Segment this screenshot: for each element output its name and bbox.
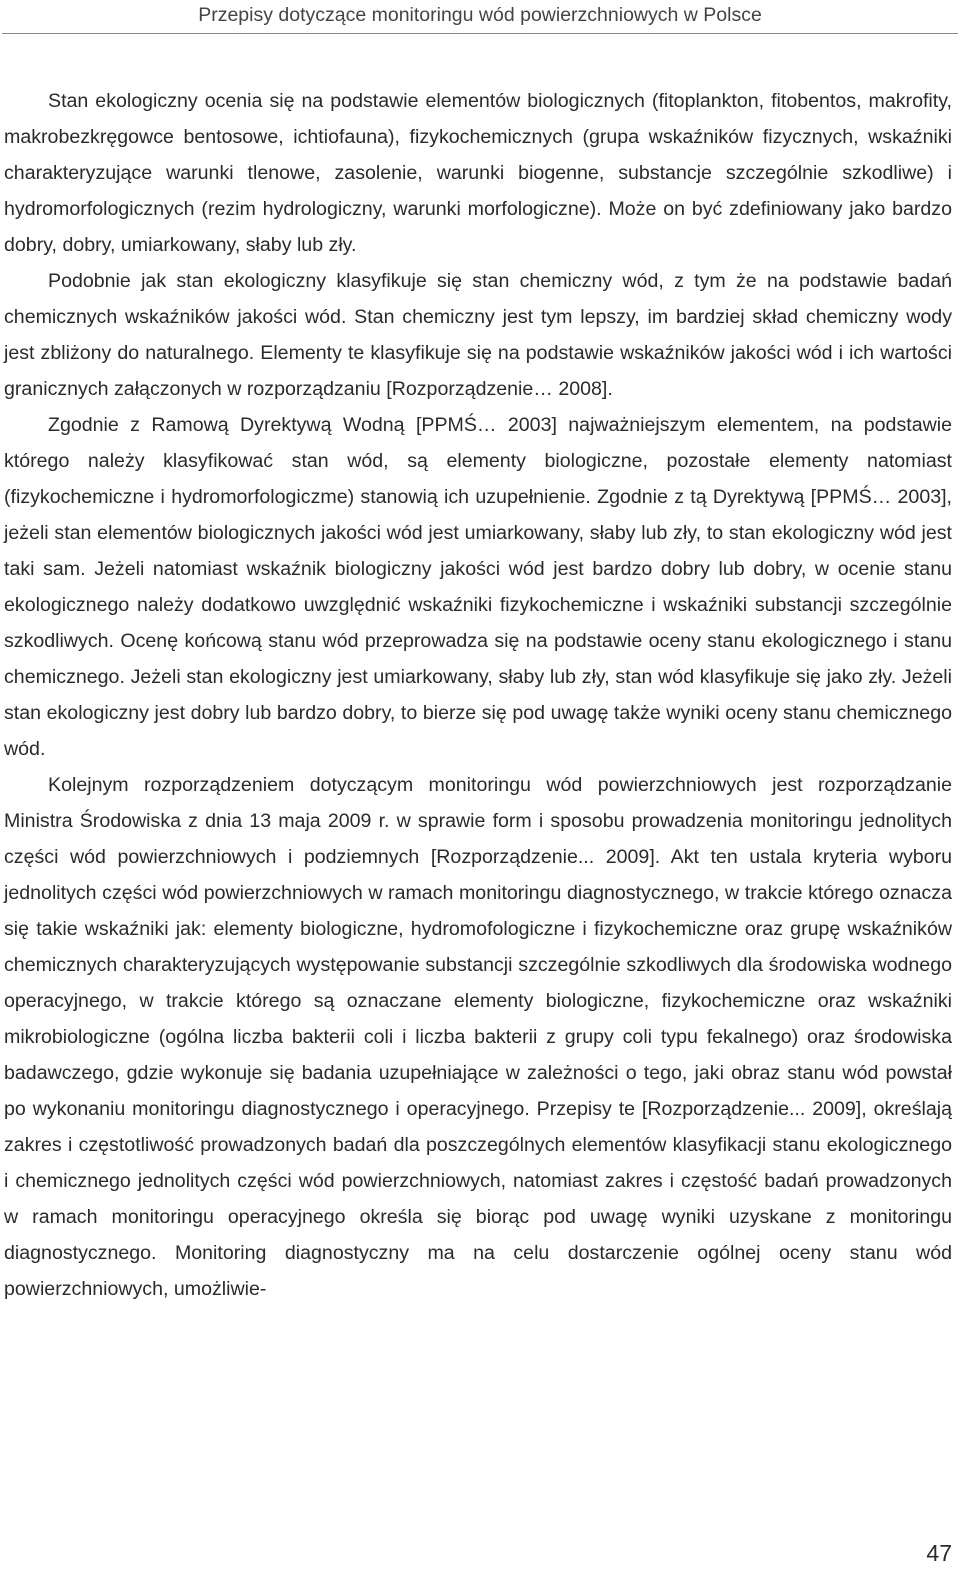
paragraph-1: Stan ekologiczny ocenia się na podstawie elementów biologicznych (fitoplankton, fitobentos, makrofity, makrobezkręgowce bentosowe, ichtiofauna), fizykochemicznych (grupa wskaźników fizycznych, wskaźniki charakteryzujące warunki tlenowe, zasolenie, warunki biogenne, substancje szczególnie szkodliwe) i hydromorfologicznych (rezim hydrologiczny, warunki morfologiczne). Może on być zdefiniowany jako bardzo dobry, dobry, umiarkowany, słaby lub zły. xyxy=(4,90,952,256)
header-divider xyxy=(2,33,958,34)
paragraph-3: Zgodnie z Ramową Dyrektywą Wodną [PPMŚ… 2003] najważniejszym elementem, na podstawie którego należy klasyfikować stan wód, są elementy biologiczne, pozostałe elementy natomiast (fizykochemiczne i hydromorfologiczme) stanowią ich uzupełnienie. Zgodnie z tą Dyrektywą [PPMŚ… 2003], jeżeli stan elementów biologicznych jakości wód jest umiarkowany, słaby lub zły, to stan ekologiczny wód jest taki sam. Jeżeli natomiast wskaźnik biologiczny jakości wód jest bardzo dobry lub dobry, w ocenie stanu ekologicznego należy dodatkowo uwzględnić wskaźniki fizykochemiczne i wskaźniki substancji szczególnie szkodliwych. Ocenę końcową stanu wód przeprowadza się na podstawie oceny stanu ekologicznego i stanu chemicznego. Jeżeli stan ekologiczny jest umiarkowany, słaby lub zły, stan wód klasyfikuje się jako zły. Jeżeli stan ekologiczny jest dobry lub bardzo dobry, to bierze się pod uwagę także wyniki oceny stanu chemicznego wód. xyxy=(4,414,952,760)
page-number: 47 xyxy=(926,1540,952,1566)
paragraph-2: Podobnie jak stan ekologiczny klasyfikuje się stan chemiczny wód, z tym że na podstawie badań chemicznych wskaźników jakości wód. Stan chemiczny jest tym lepszy, im bardziej skład chemiczny wody jest zbliżony do naturalnego. Elementy te klasyfikuje się na podstawie wskaźników jakości wód i ich wartości granicznych załączonych w rozporządzaniu [Rozporządzenie… 2008]. xyxy=(4,270,952,400)
paragraph-4: Kolejnym rozporządzeniem dotyczącym monitoringu wód powierzchniowych jest rozporządzanie Ministra Środowiska z dnia 13 maja 2009 r. w sprawie form i sposobu prowadzenia monitoringu jednolitych części wód powierzchniowych i podziemnych [Rozporządzenie... 2009]. Akt ten ustala kryteria wyboru jednolitych części wód powierzchniowych w ramach monitoringu diagnostycznego, w trakcie którego oznacza się takie wskaźniki jak: elementy biologiczne, hydromofologiczne i fizykochemiczne oraz grupę wskaźników chemicznych charakteryzujących występowanie substancji szczególnie szkodliwych dla środowiska wodnego operacyjnego, w trakcie którego są oznaczane elementy biologiczne, fizykochemiczne oraz wskaźniki mikrobiologiczne (ogólna liczba bakterii coli i liczba bakterii z grupy coli typu fekalnego) oraz środowiska badawczego, gdzie wykonuje się badania uzupełniające w zależności o tego, jaki obraz stanu wód powstał po wykonaniu monitoringu diagnostycznego i operacyjnego. Przepisy te [Rozporządzenie... 2009], określają zakres i częstotliwość prowadzonych badań dla poszczególnych elementów klasyfikacji stanu ekologicznego i chemicznego jednolitych części wód powierzchniowych, natomiast zakres i częstość badań prowadzonych w ramach monitoringu operacyjnego określa się biorąc pod uwagę wyniki uzyskane z monitoringu diagnostycznego. Monitoring diagnostyczny ma na celu dostarczenie ogólnej oceny stanu wód powierzchniowych, umożliwie- xyxy=(4,774,952,1300)
running-header: Przepisy dotyczące monitoringu wód powierzchniowych w Polsce xyxy=(198,4,762,26)
document-body xyxy=(4,83,952,1307)
